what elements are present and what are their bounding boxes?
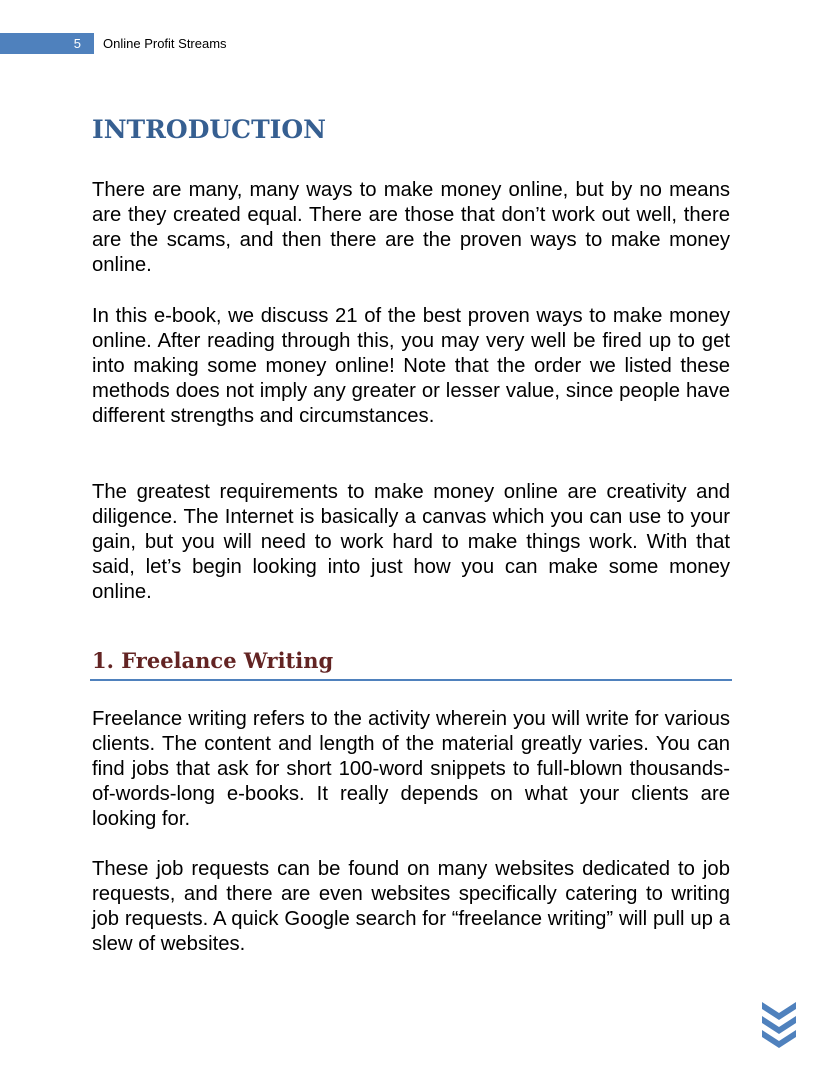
- section-divider: [90, 679, 732, 681]
- intro-paragraph-2: In this e-book, we discuss 21 of the best proven ways to make money online. After reading through this, you may very well be fired up to get into making some money online! Note that the order we listed these methods does not imply any greater or lesser value, since people have different strengths and circumstances.: [92, 305, 730, 427]
- freelance-writing-heading: 1. Freelance Writing: [92, 648, 334, 673]
- intro-paragraph-3: The greatest requirements to make money online are creativity and diligence. The Internet is basically a canvas which you can use to your gain, but you will need to work hard to make things work. With that said, let’s begin looking into just how you can make some money online.: [92, 481, 730, 603]
- page-header: [0, 33, 400, 54]
- page-number: 5: [73, 36, 81, 51]
- running-title: Online Profit Streams: [103, 36, 227, 51]
- page-number-badge: [0, 33, 94, 54]
- introduction-heading: INTRODUCTION: [92, 115, 327, 144]
- freelance-paragraph-2: These job requests can be found on many websites dedicated to job requests, and there are even websites specifically catering to writing job requests. A quick Google search for “freelance writing” will pull up a slew of websites.: [92, 858, 730, 955]
- intro-paragraph-1: There are many, many ways to make money online, but by no means are they created equal. There are those that don’t work out well, there are the scams, and then there are the proven ways to make money online.: [92, 179, 730, 276]
- triple-chevron-down-icon[interactable]: [760, 1000, 798, 1050]
- freelance-paragraph-1: Freelance writing refers to the activity wherein you will write for various clients. The content and length of the material greatly varies. You can find jobs that ask for short 100-word snippets to full-blown thousands-of-words-long e-books. It really depends on what your clients are looking for.: [92, 708, 730, 830]
